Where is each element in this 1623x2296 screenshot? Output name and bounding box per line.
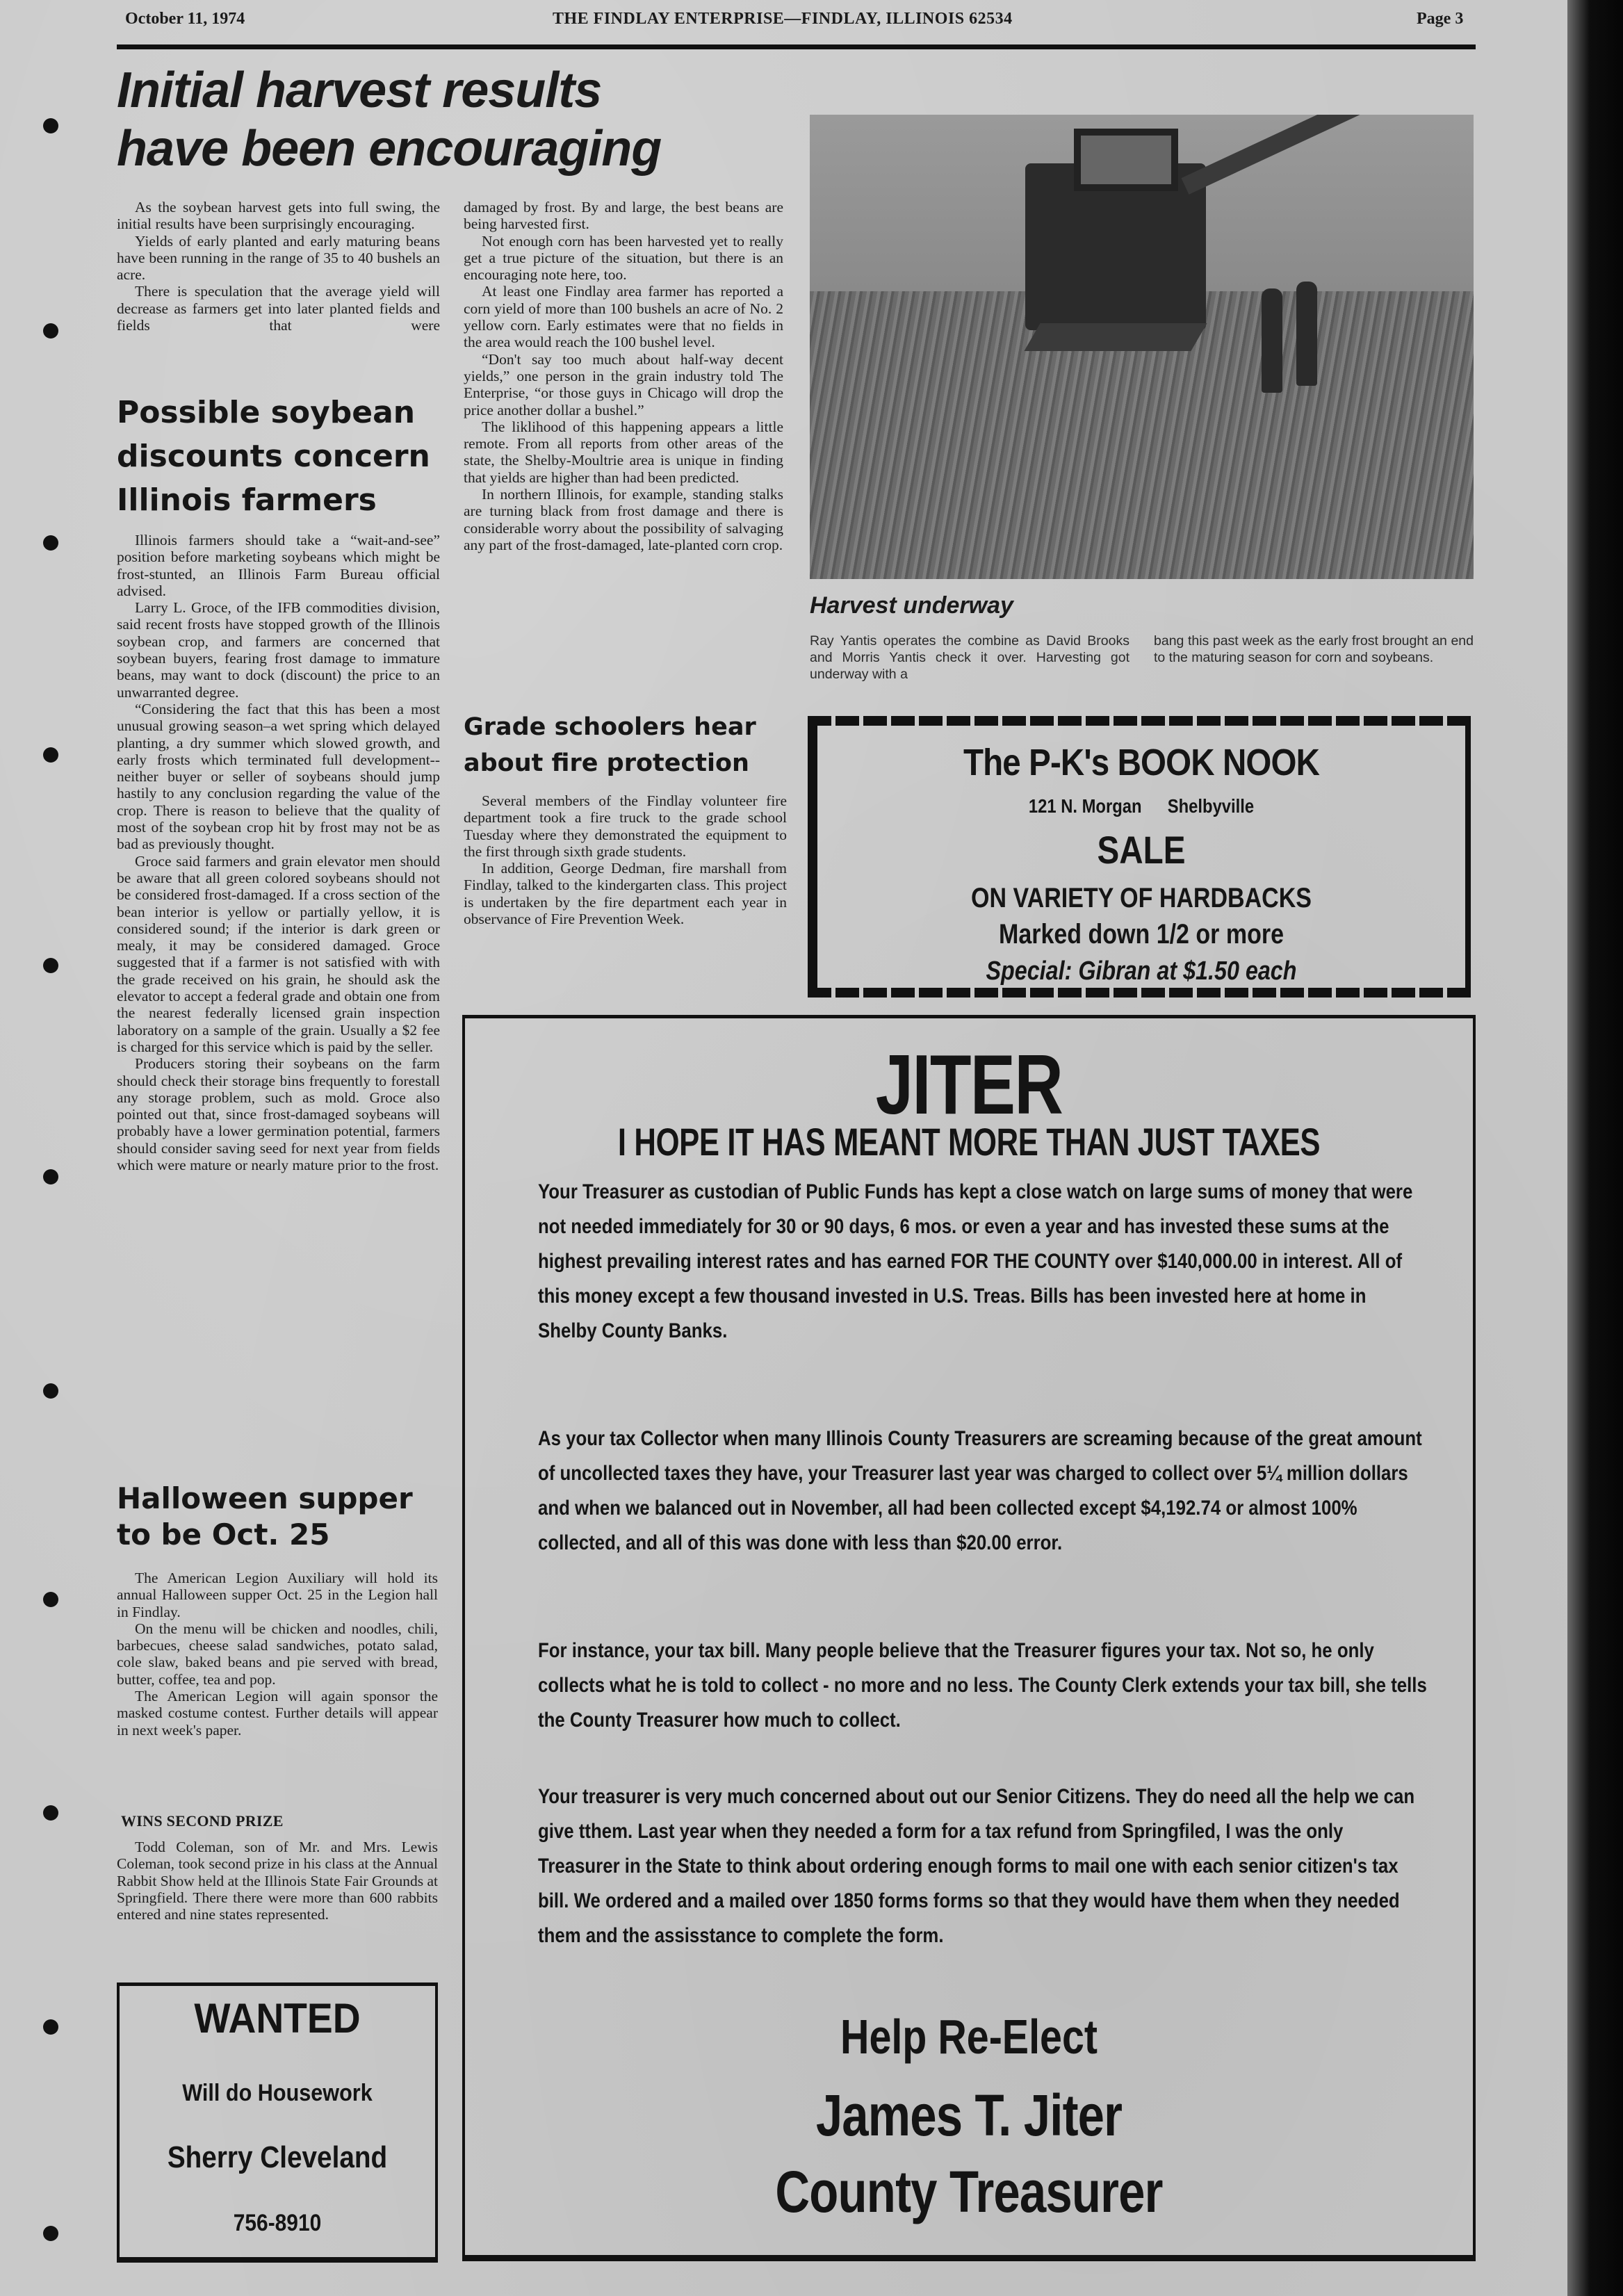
halloween-headline (117, 1481, 443, 1553)
punch-hole (43, 2019, 58, 2035)
punch-hole (43, 747, 58, 763)
booknook-advertisement (808, 716, 1475, 998)
city: Shelbyville (1167, 795, 1255, 817)
photo-caption-title: Harvest underway (810, 592, 1013, 619)
wanted-service: Will do Housework (182, 2080, 373, 2106)
paragraph: Yields of early planted and early maturing beans have been running in the range of 35 to 40 bushels an acre. (117, 232, 440, 284)
paragraph: In addition, George Dedman, fire marshall from Findlay, talked to the kindergarten class. This project is undertaken by the fire department each year in observance of Fire Prevention Week. (464, 860, 787, 928)
campaign-tagline: I HOPE IT HAS MEANT MORE THAN JUST TAXES (617, 1120, 1321, 1164)
punch-hole (43, 958, 58, 973)
punch-hole (43, 1383, 58, 1399)
candidate-surname: JITER (875, 1037, 1063, 1132)
punch-hole (43, 1592, 58, 1607)
photo-caption-col1: Ray Yantis operates the combine as David Brooks and Morris Yantis check it over. Harvesting got underway with a (810, 633, 1129, 682)
page-number: Page 3 (1417, 10, 1464, 28)
store-name: The P-K's BOOK NOOK (963, 742, 1320, 783)
headline-line: Possible soybean (117, 395, 416, 430)
punch-hole (43, 1169, 58, 1184)
headline-line: discounts concern (117, 439, 430, 474)
soybean-article-body (117, 532, 440, 1173)
wanted-advertisement (117, 1982, 438, 2263)
paragraph: “Don't say too much about half-way decent yields,” one person in the grain industry told The Enterprise, “or those guys in Chicago will drop the price another dollar a bushel.” (464, 350, 783, 418)
sale-description: ON VARIETY OF HARDBACKS (971, 883, 1312, 913)
special-offer: Special: Gibran at $1.50 each (986, 956, 1297, 986)
street-address: 121 N. Morgan (1028, 795, 1142, 817)
photo-caption-col2: bang this past week as the early frost brought an end to the maturing season for corn and soybeans. (1154, 633, 1474, 665)
paragraph: Groce said farmers and grain elevator men should be aware that all green colored soybeans should not be considered frost-damaged. If a cross section of the bean interior is yellow or partially yellow, it is considered sound; if the interior is dark green or mealy, it may be considered damaged. Groce suggested that if a farmer is not satisfied with with the grade received on his grain, he should ask the elevator to accept a federal grade and obtain one from the nearest federally licensed grain inspection laboratory on a sample of the grain. Usually a $2 fee is charged for this service which is paid by the seller. (117, 852, 440, 1055)
headline-line: about fire protection (464, 749, 749, 777)
harvest-headline (117, 61, 812, 178)
markdown-text: Marked down 1/2 or more (999, 919, 1284, 950)
harvest-article-col2 (464, 199, 783, 553)
combine-cab (1074, 129, 1178, 191)
sale-label: SALE (1097, 828, 1186, 872)
reelect-call: Help Re-Elect (840, 2010, 1098, 2064)
punch-hole (43, 323, 58, 339)
prize-article-body (117, 1839, 438, 1923)
paragraph: Producers storing their soybeans on the farm should check their storage bins frequently to forestall any storage problem, such as mold. Groce also pointed out that, since frost-damaged soybeans will probably have a lower germination potential, farmers should consider saving seed for next year from fields which were mature or nearly mature prior to the frost. (117, 1055, 440, 1173)
paragraph: The liklihood of this happening appears a little remote. From all reports from other areas of the state, the Shelby-Moultrie area is unique in finding that yields are higher than had been predicted. (464, 418, 783, 486)
paragraph: At least one Findlay area farmer has reported a corn yield of more than 100 bushels an acre of No. 2 yellow corn. Early estimates were that no fields in the area would reach the 100 bushel level. (464, 283, 783, 351)
candidate-full-name: James T. Jiter (815, 2083, 1123, 2148)
paragraph: Several members of the Findlay volunteer fire department took a fire truck to the grade school Tuesday where they demonstrated the equipment to the first through sixth grade students. (464, 792, 787, 860)
headline-line: Grade schoolers hear (464, 713, 756, 741)
campaign-paragraph: As your tax Collector when many Illinois County Treasurers are screaming because of the great amount of uncollected taxes they have, your Treasurer last year was charged to collect over 5¼ million dollars and when we balanced out in November, all had been collected except $4,192.74 or almost 100% collected, and all of this was done with less than $20.00 error. (538, 1427, 1422, 1554)
headline-line: Initial harvest results (117, 63, 602, 118)
campaign-paragraph: Your Treasurer as custodian of Public Funds has kept a close watch on large sums of money that were not needed immediately for 30 or 90 days, 6 mos. or even a year and has invested these sums at the highest prevailing interest rates and has earned FOR THE COUNTY over $140,000.00 in interest. All of this money except a few thousand invested in U.S. Treas. Bills has been invested here at home in Shelby County Banks. (538, 1180, 1413, 1342)
paragraph: The American Legion Auxiliary will hold its annual Halloween supper Oct. 25 in the Legion hall in Findlay. (117, 1570, 438, 1620)
campaign-paragraph: For instance, your tax bill. Many people believe that the Treasurer figures your tax. Not so, he only collects what he is told to collect - no more and no less. The County Clerk extends your tax bill, she tells the County Treasurer how much to collect. (538, 1639, 1427, 1732)
scan-edge-shadow (1567, 0, 1623, 2296)
person-figure (1296, 282, 1317, 386)
paragraph: On the menu will be chicken and noodles, chili, barbecues, cheese salad sandwiches, potato salad, cole slaw, baked beans and pie served with bread, butter, coffee, tea and pop. (117, 1620, 438, 1688)
prize-headline: WINS SECOND PRIZE (121, 1812, 284, 1830)
paragraph: “Considering the fact that this has been a most unusual growing season–a wet spring which delayed planting, a dry summer which slowed growth, and early frosts which terminated full development--neither buyer or seller of soybeans should jump hastily to any conclusion regarding the value of the crop. There is reason to believe that the quality of most of the soybean crop hit by frost may not be as bad as previously thought. (117, 700, 440, 853)
paragraph: Illinois farmers should take a “wait-and-see” position before marketing soybeans which might be frost-stunted, an Illinois Farm Bureau official advised. (117, 532, 440, 599)
punch-hole (43, 1805, 58, 1821)
punch-hole (43, 2226, 58, 2241)
paragraph: As the soybean harvest gets into full swing, the initial results have been surprisingly encouraging. (117, 199, 440, 233)
paragraph: The American Legion will again sponsor the masked costume contest. Further details will appear in next week's paper. (117, 1688, 438, 1739)
paragraph: Not enough corn has been harvested yet to really get a true picture of the situation, but there is an encouraging note here, too. (464, 232, 783, 284)
candidate-office: County Treasurer (775, 2159, 1163, 2224)
wanted-contact-name: Sherry Cleveland (167, 2140, 388, 2174)
wanted-title: WANTED (194, 1995, 361, 2042)
newspaper-title: THE FINDLAY ENTERPRISE—FINDLAY, ILLINOIS 62534 (553, 10, 1013, 28)
issue-date: October 11, 1974 (125, 10, 245, 28)
harvest-article-col1 (117, 199, 440, 334)
paragraph: Larry L. Groce, of the IFB commodities division, said recent frosts have stopped growth of the Illinois soybean crop, and farmers are concerned that soybean buyers, fearing frost damage to immature beans, may want to dock (discount) the price to an unwarranted degree. (117, 599, 440, 701)
headline-line: have been encouraging (117, 121, 662, 177)
harvest-photo (810, 115, 1474, 579)
fire-article-body (464, 792, 787, 927)
wanted-phone: 756-8910 (233, 2210, 322, 2236)
paragraph: Todd Coleman, son of Mr. and Mrs. Lewis Coleman, took second prize in his class at the Annual Rabbit Show held at the Illinois State Fair Grounds at Springfield. There there were more than 600 rabbits entered and nine states represented. (117, 1839, 438, 1923)
punch-hole (43, 535, 58, 551)
soybean-headline (117, 391, 443, 522)
combine-header (1024, 323, 1207, 351)
campaign-paragraph: Your treasurer is very much concerned about out our Senior Citizens. They do need all the help we can give tthem. Last year when they needed a form for a tax refund from Springfiled, I was the only Treasurer in the State to think about ordering enough forms to mail one with each senior citizen's tax bill. We ordered and a mailed over 1850 forms forms so that they would have them when they needed them and the assisstance to complete the form. (538, 1785, 1415, 1947)
paragraph: In northern Illinois, for example, standing stalks are turning black from frost damage and there is considerable worry about the possibility of salvaging any part of the frost-damaged, late-planted corn crop. (464, 486, 783, 553)
store-address (866, 795, 1417, 817)
headline-line: Illinois farmers (117, 482, 377, 518)
masthead-rule (117, 44, 1476, 49)
punch-hole (43, 118, 58, 133)
jiter-campaign-advertisement (462, 1015, 1476, 2261)
fire-headline (464, 709, 790, 781)
paragraph: There is speculation that the average yield will decrease as farmers get into later planted fields and fields that were (117, 283, 440, 334)
person-figure (1262, 288, 1282, 393)
paragraph: damaged by frost. By and large, the best beans are being harvested first. (464, 199, 783, 233)
headline-line: Halloween supper (117, 1481, 413, 1515)
headline-line: to be Oct. 25 (117, 1517, 330, 1552)
halloween-article-body (117, 1570, 438, 1739)
